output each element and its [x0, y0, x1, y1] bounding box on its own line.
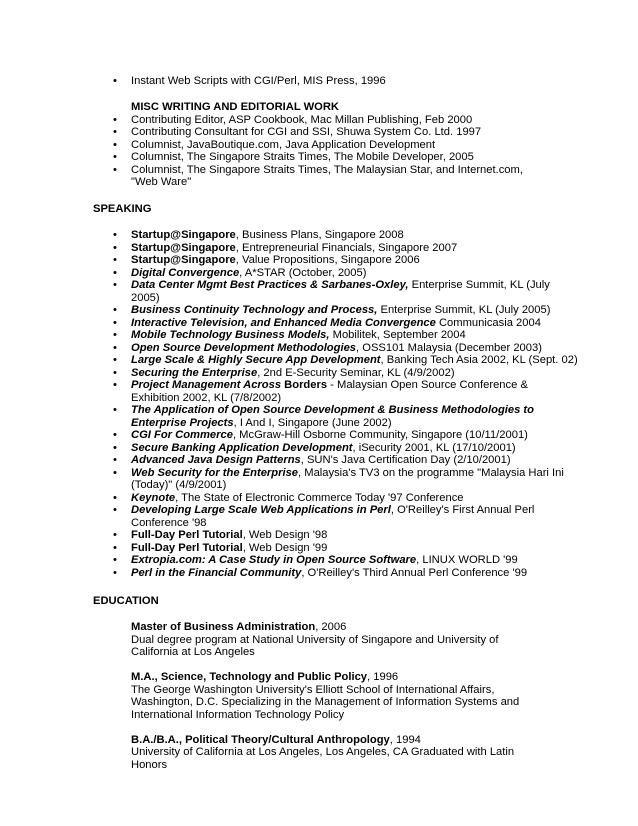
list-item [0, 75, 638, 88]
publications-section [0, 75, 638, 88]
speaking-item [0, 242, 638, 255]
talk-details: , Entrepreneurial Financials, Singapore 2007 [235, 241, 458, 254]
speaking-item [0, 442, 638, 455]
talk-title: Data Center Mgmt Best Practices & Sarbanes-Oxley, [131, 279, 409, 291]
speaking-item [0, 504, 638, 529]
talk-title: Securing the Enterprise [131, 366, 258, 379]
talk-title: The Application of Open Source Development & Business Methodologies to Enterprise Projects [131, 404, 534, 429]
talk-title: Open Source Development Methodologies [131, 341, 357, 354]
degree-title: B.A./B.A., Political Theory/Cultural Anthropology [131, 733, 390, 746]
talk-title: CGI For Commerce [131, 429, 233, 441]
talk-title: Startup@Singapore [131, 229, 236, 241]
degree-year: , 1994 [389, 733, 421, 746]
speaking-item [0, 567, 638, 580]
talk-details: , Malaysia's TV3 on the programme "Malaysia Hari Ini (Today)" (4/9/2001) [131, 466, 564, 491]
talk-details: , Web Design '99 [242, 541, 328, 554]
talk-title: Project Management Across [131, 379, 282, 391]
speaking-item [0, 404, 638, 429]
talk-details: , The State of Electronic Commerce Today '97 Conference [175, 491, 464, 504]
talk-title: Keynote [131, 491, 176, 504]
speaking-item [0, 317, 638, 330]
talk-title: Business Continuity Technology and Process, [131, 304, 378, 316]
degree-line [131, 671, 548, 684]
talk-title: Full-Day Perl Tutorial [131, 541, 243, 554]
list-item: • Contributing Consultant for CGI and SSI, Shuwa System Co. Ltd. 1997 [0, 126, 638, 139]
talk-title: Interactive Television, and Enhanced Media Convergence [131, 316, 436, 329]
education-entry [0, 671, 638, 721]
talk-details: , Business Plans, Singapore 2008 [235, 229, 404, 241]
talk-details: , Web Design '98 [242, 529, 328, 541]
talk-title: Startup@Singapore [131, 254, 236, 266]
talk-details: , Value Propositions, Singapore 2006 [235, 254, 420, 266]
speaking-item [0, 367, 638, 380]
talk-details: , A*STAR (October, 2005) [239, 266, 367, 279]
publications-list [0, 75, 638, 88]
speaking-list [0, 229, 638, 579]
degree-title: M.A., Science, Technology and Public Policy [131, 671, 368, 683]
speaking-item [0, 329, 638, 342]
talk-details: , Banking Tech Asia 2002, KL (Sept. 02) [380, 354, 578, 366]
talk-title: Perl in the Financial Community [131, 566, 302, 579]
education-list [0, 621, 638, 771]
speaking-item [0, 529, 638, 542]
education-section [0, 621, 638, 784]
degree-year: , 2006 [315, 621, 347, 633]
degree-year: , 1996 [367, 671, 399, 683]
list-item-text: Instant Web Scripts with CGI/Perl, MIS Press, 1996 [131, 75, 386, 87]
talk-title: Developing Large Scale Web Applications in Perl [131, 504, 391, 516]
talk-details: , OSS101 Malaysia (December 2003) [356, 341, 542, 354]
degree-line [131, 621, 548, 634]
talk-details: Enterprise Summit, KL (July 2005) [377, 304, 551, 316]
talk-title: Extropia.com: A Case Study in Open Source Software [131, 554, 417, 566]
speaking-item [0, 492, 638, 505]
misc-list [0, 114, 638, 189]
section-subheading: MISC WRITING AND EDITORIAL WORK [131, 101, 339, 113]
talk-details: Communicasia 2004 [435, 316, 541, 329]
speaking-item [0, 379, 638, 404]
degree-description: Dual degree program at National University of Singapore and University of California at Los Angeles [131, 633, 499, 658]
talk-details: , I And I, Singapore (June 2002) [233, 416, 392, 429]
talk-title-part: Borders [281, 379, 328, 391]
list-item: • Contributing Editor, ASP Cookbook, Mac Millan Publishing, Feb 2000 [0, 114, 638, 127]
list-item: • Columnist, JavaBoutique.com, Java Application Development [0, 139, 638, 152]
speaking-item [0, 354, 638, 367]
speaking-item [0, 304, 638, 317]
speaking-item [0, 467, 638, 492]
talk-title: Full-Day Perl Tutorial [131, 529, 243, 541]
speaking-item [0, 254, 638, 267]
talk-details: , 2nd E-Security Seminar, KL (4/9/2002) [257, 366, 455, 379]
degree-title: Master of Business Administration [131, 621, 316, 633]
talk-title: Secure Banking Application Development [131, 441, 353, 454]
degree-line [131, 734, 548, 747]
misc-writing-section [0, 101, 638, 189]
talk-details: , McGraw-Hill Osborne Community, Singapore (10/11/2001) [232, 429, 528, 441]
talk-title: Mobile Technology Business Models, [131, 329, 330, 341]
speaking-item [0, 429, 638, 442]
speaking-item [0, 542, 638, 555]
talk-title: Startup@Singapore [131, 241, 236, 254]
talk-title: Web Security for the Enterprise [131, 466, 299, 479]
speaking-item [0, 279, 638, 304]
list-item: • Columnist, The Singapore Straits Times, The Mobile Developer, 2005 [0, 151, 638, 164]
education-entry [0, 621, 638, 659]
education-entry [0, 734, 638, 772]
education-heading: EDUCATION [93, 595, 159, 607]
list-item: • Columnist, The Singapore Straits Times, The Malaysian Star, and Internet.com, "Web Ware" [0, 164, 638, 189]
talk-title: Advanced Java Design Patterns [131, 454, 301, 466]
talk-details: , LINUX WORLD '99 [416, 554, 518, 566]
speaking-item [0, 454, 638, 467]
talk-details: Mobilitek, September 2004 [329, 329, 466, 341]
speaking-section [0, 229, 638, 579]
talk-details: - Malaysian Open Source Conference & Exhibition 2002, KL (7/8/2002) [131, 379, 528, 404]
speaking-heading: SPEAKING [93, 203, 152, 215]
degree-description: University of California at Los Angeles, Los Angeles, CA Graduated with Latin Honors [131, 746, 515, 771]
talk-details: , O'Reilley's Third Annual Perl Conference '99 [301, 566, 528, 579]
talk-title: Large Scale & Highly Secure App Development [131, 354, 381, 366]
talk-title: Digital Convergence [131, 266, 240, 279]
degree-description: The George Washington University's Elliott School of International Affairs, Washington, D.C. Specializing in the Management of Information Systems and International Information Technology Policy [131, 683, 520, 721]
talk-details: , SUN's Java Certification Day (2/10/2001) [300, 454, 511, 466]
speaking-item [0, 342, 638, 355]
speaking-item [0, 554, 638, 567]
talk-details: , iSecurity 2001, KL (17/10/2001) [352, 441, 516, 454]
talk-details: , O'Reilley's First Annual Perl Conference '98 [131, 504, 535, 529]
speaking-item [0, 229, 638, 242]
talk-details: Enterprise Summit, KL (July 2005) [131, 279, 550, 304]
speaking-item [0, 267, 638, 280]
